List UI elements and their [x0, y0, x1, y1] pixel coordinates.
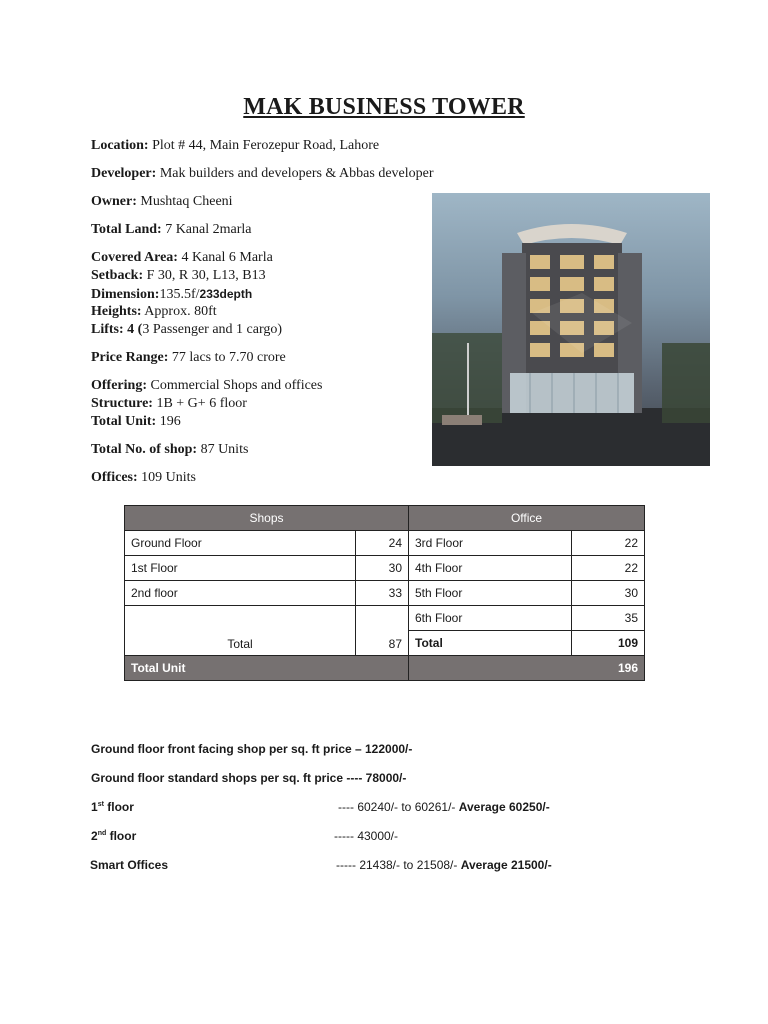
shop-count-cell: 24	[356, 531, 409, 556]
first-floor-num: 1	[91, 800, 98, 814]
price-range-label: Price Range:	[91, 350, 169, 365]
table-row	[125, 606, 645, 631]
office-count-cell: 22	[572, 531, 645, 556]
shop-floor-cell: Ground Floor	[125, 531, 356, 556]
units-table	[124, 505, 645, 681]
second-floor-word: floor	[106, 829, 137, 843]
offering-label: Offering:	[91, 378, 147, 393]
page-title: MAK BUSINESS TOWER	[243, 94, 525, 120]
price-range-line	[91, 349, 286, 367]
lifts-line	[91, 321, 282, 339]
office-floor-cell: 6th Floor	[409, 606, 572, 631]
shop-total-value: 87	[356, 606, 409, 656]
offering-value: Commercial Shops and offices	[150, 378, 323, 393]
shop-total-label: Total	[125, 606, 356, 656]
second-floor-num: 2	[91, 829, 98, 843]
dimension-line	[91, 285, 252, 304]
table-header-row	[125, 506, 645, 531]
table-row	[125, 581, 645, 606]
office-total-value: 109	[572, 631, 645, 656]
offices-line	[91, 469, 196, 487]
location-value: Plot # 44, Main Ferozepur Road, Lahore	[152, 138, 380, 153]
office-count-cell: 22	[572, 556, 645, 581]
table-row	[125, 556, 645, 581]
offices-value: 109 Units	[141, 470, 196, 485]
first-floor-range: ---- 60240/- to 60261/-	[338, 800, 456, 814]
shop-count-cell: 30	[356, 556, 409, 581]
office-count-cell: 35	[572, 606, 645, 631]
setback-line	[91, 267, 266, 285]
total-shops-value: 87 Units	[200, 442, 249, 457]
first-floor-label	[91, 800, 134, 814]
second-floor-sup: nd	[97, 830, 107, 837]
smart-offices-price	[336, 858, 552, 872]
offering-line	[91, 377, 322, 395]
developer-label: Developer:	[91, 166, 157, 181]
first-floor-average: Average 60250/-	[458, 800, 550, 814]
structure-value: 1B + G+ 6 floor	[156, 396, 247, 411]
total-land-line	[91, 221, 251, 239]
total-unit-row	[125, 656, 645, 681]
setback-label: Setback:	[91, 268, 144, 283]
heights-line	[91, 303, 217, 321]
lifts-value: 3 Passenger and 1 cargo)	[142, 322, 283, 337]
office-count-cell: 30	[572, 581, 645, 606]
structure-label: Structure:	[91, 396, 153, 411]
owner-value: Mushtaq Cheeni	[140, 194, 233, 209]
building-illustration	[432, 193, 710, 466]
first-floor-sup: st	[97, 801, 104, 808]
shops-header: Shops	[125, 506, 409, 531]
lifts-label: Lifts: 4 (	[91, 322, 143, 337]
dimension-value: 135.5f/	[159, 287, 200, 302]
setback-value: F 30, R 30, L13, B13	[146, 268, 266, 283]
developer-value: Mak builders and developers & Abbas developer	[159, 166, 434, 181]
total-land-value: 7 Kanal 2marla	[165, 222, 252, 237]
ground-front-price: Ground floor front facing shop per sq. ft price – 122000/-	[91, 742, 413, 756]
covered-area-value: 4 Kanal 6 Marla	[181, 250, 273, 265]
heights-label: Heights:	[91, 304, 142, 319]
smart-offices-range: ----- 21438/- to 21508/-	[336, 858, 458, 872]
table-row	[125, 531, 645, 556]
offices-label: Offices:	[91, 470, 138, 485]
owner-line	[91, 193, 233, 211]
dimension-depth: 233depth	[199, 287, 253, 301]
total-shops-line	[91, 441, 248, 459]
smart-offices-average: Average 21500/-	[460, 858, 552, 872]
smart-offices-label: Smart Offices	[90, 858, 169, 872]
total-unit-label-cell: Total Unit	[125, 656, 409, 681]
total-unit-value-cell: 196	[409, 656, 645, 681]
owner-label: Owner:	[91, 194, 137, 209]
office-floor-cell: 5th Floor	[409, 581, 572, 606]
building-photo	[432, 193, 710, 466]
office-floor-cell: 4th Floor	[409, 556, 572, 581]
total-shops-label: Total No. of shop:	[91, 442, 198, 457]
shop-floor-cell: 2nd floor	[125, 581, 356, 606]
heights-value: Approx. 80ft	[144, 304, 217, 319]
office-total-label: Total	[409, 631, 572, 656]
total-unit-label: Total Unit:	[91, 414, 157, 429]
developer-line	[91, 165, 434, 183]
covered-area-line	[91, 249, 273, 267]
total-unit-line	[91, 413, 181, 431]
office-header: Office	[409, 506, 645, 531]
shop-count-cell: 33	[356, 581, 409, 606]
second-floor-price: ----- 43000/-	[334, 829, 399, 843]
shop-floor-cell: 1st Floor	[125, 556, 356, 581]
location-line	[91, 137, 379, 155]
total-unit-value: 196	[159, 414, 181, 429]
covered-area-label: Covered Area:	[91, 250, 178, 265]
second-floor-label	[91, 829, 136, 843]
ground-standard-price: Ground floor standard shops per sq. ft price ---- 78000/-	[91, 771, 407, 785]
office-floor-cell: 3rd Floor	[409, 531, 572, 556]
first-floor-word: floor	[103, 800, 134, 814]
price-range-value: 77 lacs to 7.70 crore	[171, 350, 286, 365]
dimension-label: Dimension:	[91, 287, 160, 302]
first-floor-price	[338, 800, 550, 814]
total-land-label: Total Land:	[91, 222, 162, 237]
structure-line	[91, 395, 247, 413]
location-label: Location:	[91, 138, 149, 153]
